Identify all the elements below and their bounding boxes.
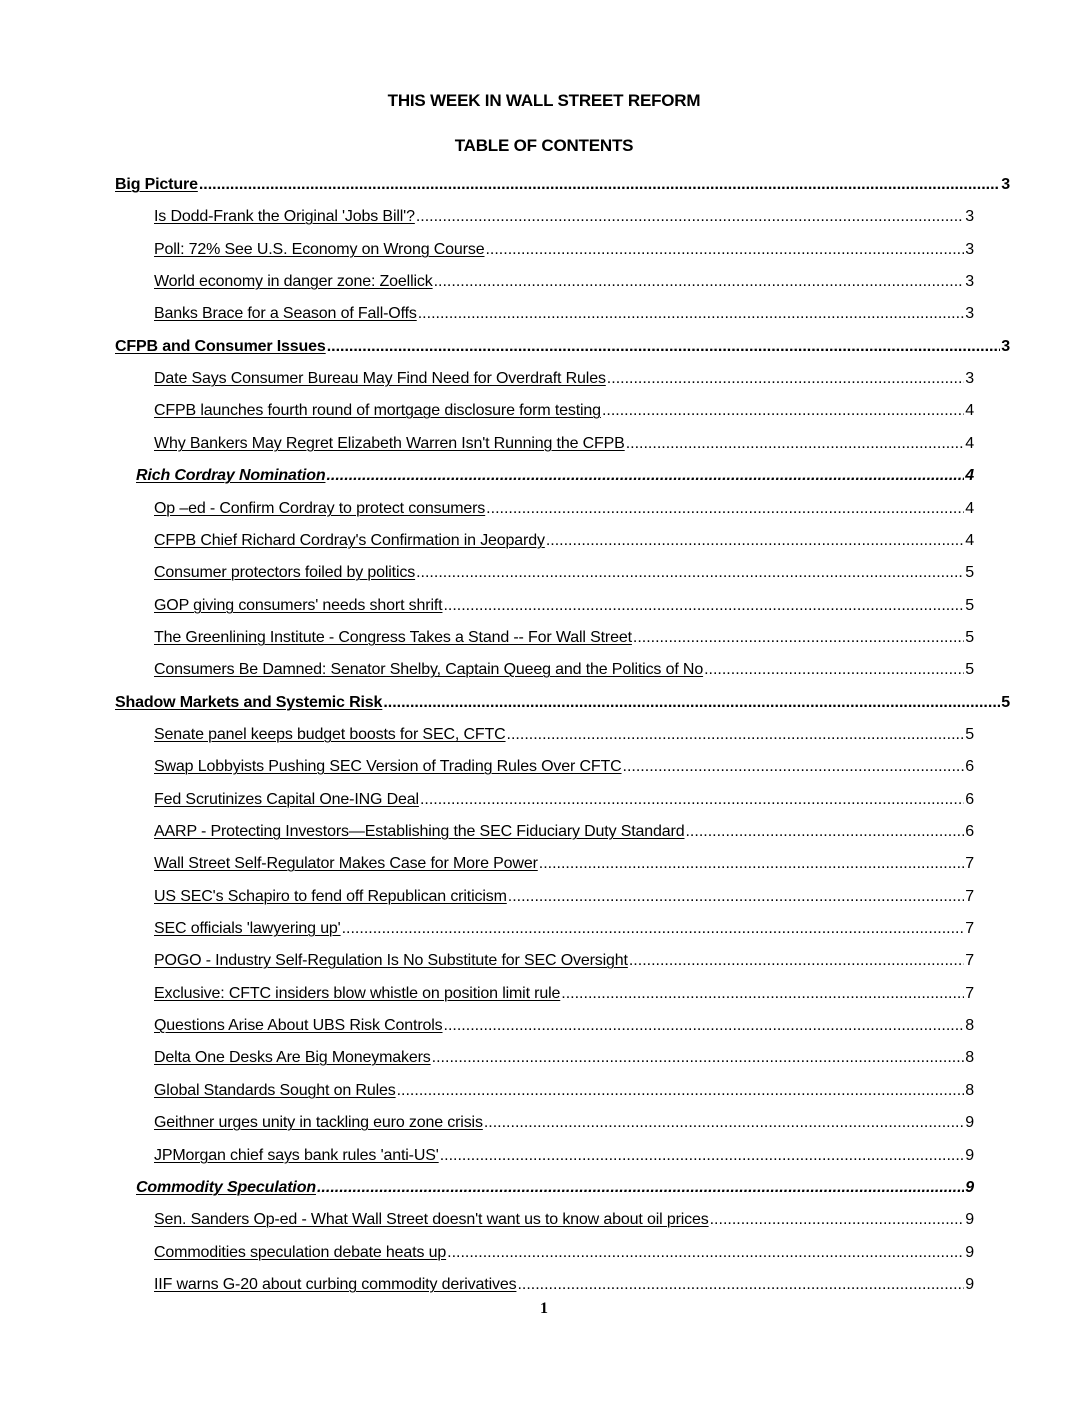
toc-entry-title-link[interactable]: Wall Street Self-Regulator Makes Case for More Power [154, 855, 538, 872]
toc-page-number: 7 [965, 920, 974, 937]
toc-entry-article[interactable] [154, 788, 974, 812]
toc-page-number: 3 [965, 305, 974, 322]
toc-entry-article[interactable] [154, 270, 974, 294]
toc-entry-title-link[interactable]: Global Standards Sought on Rules [154, 1082, 396, 1099]
dot-leader [416, 205, 964, 229]
toc-page-number: 3 [965, 370, 974, 387]
toc-entry-subsection[interactable] [136, 1176, 974, 1200]
toc-page-number: 3 [965, 273, 974, 290]
toc-page-number: 4 [965, 532, 974, 549]
dot-leader [443, 594, 964, 618]
toc-entry-article[interactable] [154, 626, 974, 650]
toc-page-number: 8 [965, 1082, 974, 1099]
toc-entry-article[interactable] [154, 238, 974, 262]
toc-entry-article[interactable] [154, 852, 974, 876]
dot-leader [633, 626, 964, 650]
toc-page-number: 9 [965, 1244, 974, 1261]
toc-entry-title-link[interactable]: CFPB launches fourth round of mortgage disclosure form testing [154, 402, 601, 419]
toc-entry-article[interactable] [154, 917, 974, 941]
toc-page-number: 9 [965, 1114, 974, 1131]
toc-page-number: 9 [965, 1276, 974, 1293]
toc-page-number: 9 [965, 1211, 974, 1228]
toc-entry-title-link[interactable]: The Greenlining Institute - Congress Takes a Stand -- For Wall Street [154, 629, 632, 646]
dot-leader [444, 1014, 965, 1038]
toc-heading: TABLE OF CONTENTS [454, 136, 634, 155]
dot-leader [602, 399, 964, 423]
dot-leader [383, 691, 1000, 715]
toc-page-number: 7 [965, 855, 974, 872]
dot-leader [507, 723, 965, 747]
dot-leader [517, 1273, 964, 1297]
dot-leader [485, 238, 964, 262]
dot-leader [397, 1079, 965, 1103]
dot-leader [710, 1208, 965, 1232]
toc-entry-title-link[interactable]: Big Picture [115, 176, 198, 193]
toc-entry-title-link[interactable]: Rich Cordray Nomination [136, 467, 326, 484]
toc-entry-article[interactable] [154, 885, 974, 909]
toc-entry-article[interactable] [154, 1046, 974, 1070]
dot-leader [199, 173, 1000, 197]
dot-leader [342, 917, 965, 941]
toc-page-number: 5 [965, 564, 974, 581]
toc-page-number: 9 [965, 1147, 974, 1164]
toc-entry-article[interactable] [154, 529, 974, 553]
toc-entry-title-link[interactable]: Commodity Speculation [136, 1179, 316, 1196]
toc-entry-article[interactable] [154, 497, 974, 521]
toc-page-number: 4 [965, 435, 974, 452]
toc-entry-title-link[interactable]: CFPB and Consumer Issues [115, 338, 326, 355]
toc-page-number: 5 [965, 726, 974, 743]
toc-entry-article[interactable] [154, 820, 974, 844]
dot-leader [607, 367, 964, 391]
toc-entry-title-link[interactable]: Date Says Consumer Bureau May Find Need for Overdraft Rules [154, 370, 606, 387]
toc-page-number: 4 [965, 467, 974, 484]
toc-entry-article[interactable] [154, 1079, 974, 1103]
dot-leader [546, 529, 964, 553]
toc-entry-article[interactable] [154, 1273, 974, 1297]
toc-page-number: 4 [965, 500, 974, 517]
toc-entry-title-link[interactable]: Is Dodd-Frank the Original 'Jobs Bill'? [154, 208, 415, 225]
toc-page-number: 9 [965, 1179, 974, 1196]
dot-leader [416, 561, 964, 585]
dot-leader [626, 432, 965, 456]
toc-entry-title-link[interactable]: Exclusive: CFTC insiders blow whistle on position limit rule [154, 985, 561, 1002]
toc-entry-title-link[interactable]: Questions Arise About UBS Risk Controls [154, 1017, 443, 1034]
toc-entry-title-link[interactable]: SEC officials 'lawyering up' [154, 920, 341, 937]
toc-entry-title-link[interactable]: Why Bankers May Regret Elizabeth Warren Isn't Running the CFPB [154, 435, 625, 452]
toc-entry-title-link[interactable]: Shadow Markets and Systemic Risk [115, 694, 383, 711]
toc-entry-article[interactable] [154, 561, 974, 585]
toc-page-number: 5 [965, 597, 974, 614]
toc-page-number: 3 [1001, 338, 1010, 355]
dot-leader [327, 335, 1001, 359]
toc-page-number: 3 [965, 241, 974, 258]
toc-page-number: 5 [965, 629, 974, 646]
toc-page-number: 3 [965, 208, 974, 225]
toc-entry-section[interactable] [115, 335, 1010, 359]
toc-entry-article[interactable] [154, 1014, 974, 1038]
dot-leader [447, 1241, 964, 1265]
toc-entry-title-link[interactable]: Sen. Sanders Op-ed - What Wall Street doesn't want us to know about oil prices [154, 1211, 709, 1228]
toc-entry-title-link[interactable]: Senate panel keeps budget boosts for SEC, CFTC [154, 726, 506, 743]
dot-leader [432, 1046, 965, 1070]
toc-entry-title-link[interactable]: Fed Scrutinizes Capital One-ING Deal [154, 791, 419, 808]
toc-entry-article[interactable] [154, 205, 974, 229]
toc-entry-title-link[interactable]: US SEC's Schapiro to fend off Republican criticism [154, 888, 507, 905]
toc-entry-title-link[interactable]: Consumers Be Damned: Senator Shelby, Captain Queeg and the Politics of No [154, 661, 704, 678]
dot-leader [539, 852, 965, 876]
toc-entry-title-link[interactable]: Delta One Desks Are Big Moneymakers [154, 1049, 431, 1066]
dot-leader [440, 1144, 965, 1168]
dot-leader [623, 755, 965, 779]
toc-entry-article[interactable] [154, 367, 974, 391]
toc-page-number: 7 [965, 888, 974, 905]
toc-entry-subsection[interactable] [136, 464, 974, 488]
toc-entry-article[interactable] [154, 302, 974, 326]
toc-entry-article[interactable] [154, 1208, 974, 1232]
toc-page-number: 3 [1001, 176, 1010, 193]
dot-leader [629, 949, 964, 973]
toc-entry-title-link[interactable]: CFPB Chief Richard Cordray's Confirmation in Jeopardy [154, 532, 545, 549]
toc-page-number: 5 [965, 661, 974, 678]
document-title: THIS WEEK IN WALL STREET REFORM [387, 91, 701, 110]
toc-entry-section[interactable] [115, 691, 1010, 715]
toc-entry-article[interactable] [154, 658, 974, 682]
toc-entry-title-link[interactable]: Consumer protectors foiled by politics [154, 564, 416, 581]
dot-leader [704, 658, 964, 682]
toc-entry-title-link[interactable]: IIF warns G-20 about curbing commodity derivatives [154, 1276, 517, 1293]
dot-leader [434, 270, 965, 294]
toc-page-number: 8 [965, 1017, 974, 1034]
toc-entry-article[interactable] [154, 949, 974, 973]
toc-entry-article[interactable] [154, 432, 974, 456]
toc-entry-article[interactable] [154, 1241, 974, 1265]
dot-leader [561, 982, 964, 1006]
toc-entry-title-link[interactable]: Swap Lobbyists Pushing SEC Version of Trading Rules Over CFTC [154, 758, 622, 775]
toc-entry-title-link[interactable]: Banks Brace for a Season of Fall-Offs [154, 305, 417, 322]
toc-entry-title-link[interactable]: AARP - Protecting Investors—Establishing the SEC Fiduciary Duty Standard [154, 823, 685, 840]
dot-leader [420, 788, 964, 812]
toc-entry-title-link[interactable]: Poll: 72% See U.S. Economy on Wrong Course [154, 241, 485, 258]
toc-entry-article[interactable] [154, 982, 974, 1006]
dot-leader [486, 497, 964, 521]
toc-page-number: 6 [965, 823, 974, 840]
toc-page-number: 5 [1001, 694, 1010, 711]
toc-page-number: 4 [965, 402, 974, 419]
toc-entry-article[interactable] [154, 723, 974, 747]
toc-entry-section[interactable] [115, 173, 1010, 197]
dot-leader [418, 302, 965, 326]
dot-leader [685, 820, 964, 844]
toc-entry-article[interactable] [154, 1144, 974, 1168]
toc-page-number: 6 [965, 791, 974, 808]
toc-page-number: 7 [965, 985, 974, 1002]
toc-page-number: 7 [965, 952, 974, 969]
toc-entry-article[interactable] [154, 399, 974, 423]
toc-page-number: 8 [965, 1049, 974, 1066]
toc-entry-article[interactable] [154, 594, 974, 618]
toc-entry-title-link[interactable]: POGO - Industry Self-Regulation Is No Substitute for SEC Oversight [154, 952, 628, 969]
toc-entry-title-link[interactable]: World economy in danger zone: Zoellick [154, 273, 433, 290]
dot-leader [484, 1111, 964, 1135]
dot-leader [508, 885, 964, 909]
toc-entry-article[interactable] [154, 755, 974, 779]
dot-leader [317, 1176, 964, 1200]
page-number: 1 [540, 1300, 548, 1317]
toc-page-number: 6 [965, 758, 974, 775]
toc-entry-title-link[interactable]: Commodities speculation debate heats up [154, 1244, 447, 1261]
toc-entry-title-link[interactable]: JPMorgan chief says bank rules 'anti-US' [154, 1147, 439, 1164]
toc-entry-title-link[interactable]: Geithner urges unity in tackling euro zone crisis [154, 1114, 483, 1131]
toc-entry-article[interactable] [154, 1111, 974, 1135]
dot-leader [326, 464, 964, 488]
toc-entry-title-link[interactable]: GOP giving consumers' needs short shrift [154, 597, 443, 614]
toc-entry-title-link[interactable]: Op –ed - Confirm Cordray to protect consumers [154, 500, 486, 517]
